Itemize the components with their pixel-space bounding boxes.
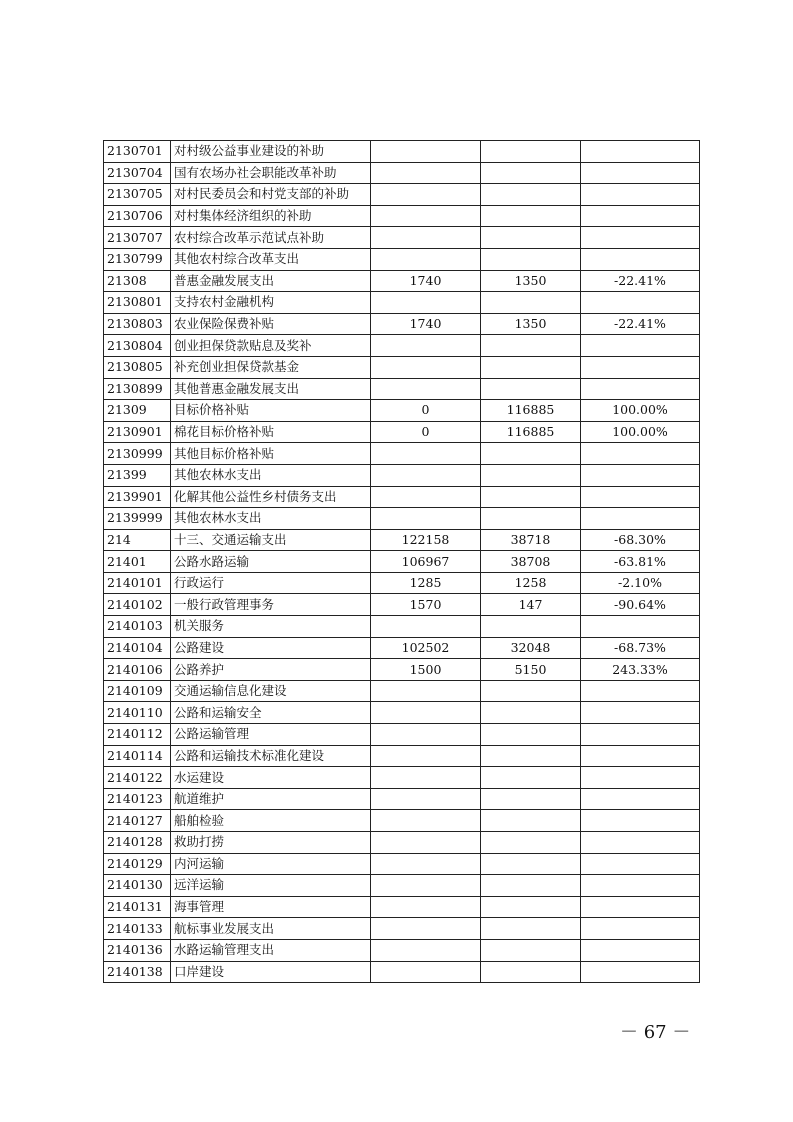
change-rate-cell bbox=[581, 356, 700, 378]
budget-table-body bbox=[104, 141, 700, 983]
change-rate-cell: -90.64% bbox=[581, 594, 700, 616]
change-rate-cell: -22.41% bbox=[581, 270, 700, 292]
change-rate-cell bbox=[581, 205, 700, 227]
table-row bbox=[104, 551, 700, 573]
category-code-cell: 2140106 bbox=[104, 659, 171, 681]
value-cell-2: 116885 bbox=[481, 400, 581, 422]
change-rate-cell bbox=[581, 248, 700, 270]
value-cell-1 bbox=[371, 724, 481, 746]
table-row bbox=[104, 508, 700, 530]
category-code-cell: 2140102 bbox=[104, 594, 171, 616]
change-rate-cell bbox=[581, 184, 700, 206]
change-rate-cell bbox=[581, 508, 700, 530]
change-rate-cell bbox=[581, 918, 700, 940]
table-row bbox=[104, 227, 700, 249]
category-name-cell: 对村级公益事业建设的补助 bbox=[171, 141, 371, 163]
table-row bbox=[104, 400, 700, 422]
value-cell-2 bbox=[481, 162, 581, 184]
table-row bbox=[104, 443, 700, 465]
category-code-cell: 2130805 bbox=[104, 356, 171, 378]
table-row bbox=[104, 313, 700, 335]
value-cell-1 bbox=[371, 486, 481, 508]
change-rate-cell bbox=[581, 875, 700, 897]
category-code-cell: 21308 bbox=[104, 270, 171, 292]
category-code-cell: 2140122 bbox=[104, 767, 171, 789]
category-name-cell: 交通运输信息化建设 bbox=[171, 680, 371, 702]
category-name-cell: 口岸建设 bbox=[171, 961, 371, 983]
table-row bbox=[104, 961, 700, 983]
value-cell-2 bbox=[481, 141, 581, 163]
value-cell-2 bbox=[481, 724, 581, 746]
value-cell-1 bbox=[371, 702, 481, 724]
value-cell-1 bbox=[371, 378, 481, 400]
change-rate-cell bbox=[581, 724, 700, 746]
table-row bbox=[104, 356, 700, 378]
change-rate-cell bbox=[581, 853, 700, 875]
category-name-cell: 十三、交通运输支出 bbox=[171, 529, 371, 551]
value-cell-2 bbox=[481, 961, 581, 983]
value-cell-1: 0 bbox=[371, 400, 481, 422]
table-row bbox=[104, 141, 700, 163]
category-code-cell: 2130804 bbox=[104, 335, 171, 357]
table-row bbox=[104, 680, 700, 702]
category-name-cell: 目标价格补贴 bbox=[171, 400, 371, 422]
value-cell-2 bbox=[481, 205, 581, 227]
change-rate-cell bbox=[581, 162, 700, 184]
category-code-cell: 2130701 bbox=[104, 141, 171, 163]
change-rate-cell bbox=[581, 227, 700, 249]
category-code-cell: 2130901 bbox=[104, 421, 171, 443]
category-code-cell: 2140103 bbox=[104, 616, 171, 638]
value-cell-2 bbox=[481, 745, 581, 767]
value-cell-2: 1258 bbox=[481, 572, 581, 594]
table-row bbox=[104, 896, 700, 918]
value-cell-1 bbox=[371, 896, 481, 918]
table-row bbox=[104, 594, 700, 616]
change-rate-cell: -63.81% bbox=[581, 551, 700, 573]
value-cell-2 bbox=[481, 788, 581, 810]
value-cell-2 bbox=[481, 356, 581, 378]
table-row bbox=[104, 529, 700, 551]
value-cell-2 bbox=[481, 680, 581, 702]
change-rate-cell: 100.00% bbox=[581, 421, 700, 443]
value-cell-2: 38708 bbox=[481, 551, 581, 573]
value-cell-2 bbox=[481, 832, 581, 854]
table-row bbox=[104, 767, 700, 789]
change-rate-cell bbox=[581, 616, 700, 638]
table-row bbox=[104, 205, 700, 227]
value-cell-2 bbox=[481, 292, 581, 314]
value-cell-2 bbox=[481, 702, 581, 724]
category-code-cell: 2140131 bbox=[104, 896, 171, 918]
category-name-cell: 公路建设 bbox=[171, 637, 371, 659]
table-row bbox=[104, 292, 700, 314]
category-code-cell: 2130999 bbox=[104, 443, 171, 465]
value-cell-2 bbox=[481, 508, 581, 530]
category-code-cell: 21399 bbox=[104, 464, 171, 486]
category-code-cell: 2139901 bbox=[104, 486, 171, 508]
category-name-cell: 航标事业发展支出 bbox=[171, 918, 371, 940]
category-name-cell: 国有农场办社会职能改革补助 bbox=[171, 162, 371, 184]
value-cell-1: 1500 bbox=[371, 659, 481, 681]
value-cell-2 bbox=[481, 616, 581, 638]
value-cell-1 bbox=[371, 745, 481, 767]
table-row bbox=[104, 918, 700, 940]
category-code-cell: 2140129 bbox=[104, 853, 171, 875]
category-code-cell: 2130704 bbox=[104, 162, 171, 184]
value-cell-1 bbox=[371, 464, 481, 486]
value-cell-2 bbox=[481, 378, 581, 400]
change-rate-cell bbox=[581, 486, 700, 508]
category-name-cell: 化解其他公益性乡村债务支出 bbox=[171, 486, 371, 508]
value-cell-2 bbox=[481, 335, 581, 357]
category-name-cell: 对村集体经济组织的补助 bbox=[171, 205, 371, 227]
category-name-cell: 其他农林水支出 bbox=[171, 464, 371, 486]
category-code-cell: 2140112 bbox=[104, 724, 171, 746]
change-rate-cell bbox=[581, 292, 700, 314]
table-row bbox=[104, 659, 700, 681]
value-cell-1 bbox=[371, 227, 481, 249]
value-cell-2 bbox=[481, 853, 581, 875]
value-cell-1: 0 bbox=[371, 421, 481, 443]
category-code-cell: 2130803 bbox=[104, 313, 171, 335]
value-cell-2 bbox=[481, 918, 581, 940]
category-code-cell: 2140136 bbox=[104, 939, 171, 961]
value-cell-1 bbox=[371, 788, 481, 810]
category-code-cell: 2140138 bbox=[104, 961, 171, 983]
value-cell-1 bbox=[371, 939, 481, 961]
category-code-cell: 2130899 bbox=[104, 378, 171, 400]
category-name-cell: 内河运输 bbox=[171, 853, 371, 875]
change-rate-cell bbox=[581, 680, 700, 702]
table-row bbox=[104, 464, 700, 486]
value-cell-1 bbox=[371, 335, 481, 357]
category-name-cell: 公路运输管理 bbox=[171, 724, 371, 746]
change-rate-cell bbox=[581, 767, 700, 789]
change-rate-cell bbox=[581, 810, 700, 832]
category-name-cell: 其他普惠金融发展支出 bbox=[171, 378, 371, 400]
category-name-cell: 创业担保贷款贴息及奖补 bbox=[171, 335, 371, 357]
value-cell-1: 102502 bbox=[371, 637, 481, 659]
value-cell-1 bbox=[371, 248, 481, 270]
category-name-cell: 水路运输管理支出 bbox=[171, 939, 371, 961]
value-cell-2 bbox=[481, 248, 581, 270]
value-cell-2 bbox=[481, 464, 581, 486]
table-row bbox=[104, 270, 700, 292]
change-rate-cell: -2.10% bbox=[581, 572, 700, 594]
value-cell-1 bbox=[371, 616, 481, 638]
value-cell-2 bbox=[481, 896, 581, 918]
value-cell-2 bbox=[481, 486, 581, 508]
value-cell-1 bbox=[371, 184, 481, 206]
table-row bbox=[104, 248, 700, 270]
category-code-cell: 214 bbox=[104, 529, 171, 551]
change-rate-cell bbox=[581, 788, 700, 810]
category-name-cell: 其他目标价格补贴 bbox=[171, 443, 371, 465]
page-number: － 67 － bbox=[620, 1022, 691, 1043]
table-row bbox=[104, 184, 700, 206]
table-row bbox=[104, 702, 700, 724]
category-code-cell: 2140114 bbox=[104, 745, 171, 767]
category-code-cell: 2130705 bbox=[104, 184, 171, 206]
value-cell-1 bbox=[371, 162, 481, 184]
value-cell-1 bbox=[371, 875, 481, 897]
category-code-cell: 2140130 bbox=[104, 875, 171, 897]
category-name-cell: 支持农村金融机构 bbox=[171, 292, 371, 314]
table-row bbox=[104, 421, 700, 443]
value-cell-2: 147 bbox=[481, 594, 581, 616]
value-cell-1 bbox=[371, 205, 481, 227]
table-row bbox=[104, 875, 700, 897]
category-name-cell: 补充创业担保贷款基金 bbox=[171, 356, 371, 378]
value-cell-1 bbox=[371, 961, 481, 983]
category-name-cell: 农业保险保费补贴 bbox=[171, 313, 371, 335]
value-cell-2 bbox=[481, 443, 581, 465]
value-cell-1 bbox=[371, 141, 481, 163]
category-name-cell: 对村民委员会和村党支部的补助 bbox=[171, 184, 371, 206]
category-code-cell: 2140133 bbox=[104, 918, 171, 940]
category-code-cell: 2140123 bbox=[104, 788, 171, 810]
table-row bbox=[104, 378, 700, 400]
value-cell-1 bbox=[371, 853, 481, 875]
change-rate-cell bbox=[581, 939, 700, 961]
change-rate-cell: 243.33% bbox=[581, 659, 700, 681]
value-cell-2 bbox=[481, 227, 581, 249]
category-name-cell: 公路水路运输 bbox=[171, 551, 371, 573]
category-name-cell: 水运建设 bbox=[171, 767, 371, 789]
category-name-cell: 普惠金融发展支出 bbox=[171, 270, 371, 292]
value-cell-1: 1285 bbox=[371, 572, 481, 594]
table-row bbox=[104, 810, 700, 832]
value-cell-1 bbox=[371, 810, 481, 832]
category-name-cell: 农村综合改革示范试点补助 bbox=[171, 227, 371, 249]
change-rate-cell bbox=[581, 745, 700, 767]
category-name-cell: 航道维护 bbox=[171, 788, 371, 810]
table-row bbox=[104, 616, 700, 638]
category-code-cell: 2130801 bbox=[104, 292, 171, 314]
value-cell-1: 106967 bbox=[371, 551, 481, 573]
value-cell-2 bbox=[481, 939, 581, 961]
category-code-cell: 2140109 bbox=[104, 680, 171, 702]
category-name-cell: 行政运行 bbox=[171, 572, 371, 594]
budget-table bbox=[103, 140, 700, 983]
category-name-cell: 公路养护 bbox=[171, 659, 371, 681]
value-cell-2 bbox=[481, 875, 581, 897]
value-cell-1: 1740 bbox=[371, 270, 481, 292]
table-row bbox=[104, 939, 700, 961]
value-cell-1 bbox=[371, 918, 481, 940]
category-code-cell: 2130799 bbox=[104, 248, 171, 270]
value-cell-1 bbox=[371, 443, 481, 465]
value-cell-1: 1570 bbox=[371, 594, 481, 616]
category-code-cell: 2140110 bbox=[104, 702, 171, 724]
category-name-cell: 一般行政管理事务 bbox=[171, 594, 371, 616]
change-rate-cell bbox=[581, 335, 700, 357]
value-cell-1 bbox=[371, 767, 481, 789]
category-code-cell: 2130706 bbox=[104, 205, 171, 227]
category-name-cell: 远洋运输 bbox=[171, 875, 371, 897]
change-rate-cell bbox=[581, 961, 700, 983]
category-code-cell: 2140127 bbox=[104, 810, 171, 832]
category-code-cell: 2140128 bbox=[104, 832, 171, 854]
table-row bbox=[104, 788, 700, 810]
table-row bbox=[104, 832, 700, 854]
table-row bbox=[104, 745, 700, 767]
value-cell-2: 32048 bbox=[481, 637, 581, 659]
value-cell-1: 1740 bbox=[371, 313, 481, 335]
change-rate-cell bbox=[581, 896, 700, 918]
value-cell-1 bbox=[371, 832, 481, 854]
value-cell-2: 38718 bbox=[481, 529, 581, 551]
change-rate-cell bbox=[581, 702, 700, 724]
value-cell-1 bbox=[371, 508, 481, 530]
change-rate-cell: -22.41% bbox=[581, 313, 700, 335]
category-name-cell: 机关服务 bbox=[171, 616, 371, 638]
change-rate-cell bbox=[581, 832, 700, 854]
category-code-cell: 21309 bbox=[104, 400, 171, 422]
value-cell-1 bbox=[371, 680, 481, 702]
value-cell-2: 5150 bbox=[481, 659, 581, 681]
category-name-cell: 海事管理 bbox=[171, 896, 371, 918]
change-rate-cell: 100.00% bbox=[581, 400, 700, 422]
table-row bbox=[104, 724, 700, 746]
value-cell-2: 1350 bbox=[481, 313, 581, 335]
category-code-cell: 2130707 bbox=[104, 227, 171, 249]
value-cell-2: 116885 bbox=[481, 421, 581, 443]
value-cell-2 bbox=[481, 767, 581, 789]
value-cell-1 bbox=[371, 356, 481, 378]
category-name-cell: 船舶检验 bbox=[171, 810, 371, 832]
value-cell-2 bbox=[481, 810, 581, 832]
category-code-cell: 2140101 bbox=[104, 572, 171, 594]
table-row bbox=[104, 335, 700, 357]
category-name-cell: 其他农林水支出 bbox=[171, 508, 371, 530]
category-name-cell: 棉花目标价格补贴 bbox=[171, 421, 371, 443]
table-row bbox=[104, 572, 700, 594]
category-code-cell: 2140104 bbox=[104, 637, 171, 659]
category-name-cell: 公路和运输安全 bbox=[171, 702, 371, 724]
table-row bbox=[104, 853, 700, 875]
value-cell-1: 122158 bbox=[371, 529, 481, 551]
value-cell-2 bbox=[481, 184, 581, 206]
change-rate-cell bbox=[581, 464, 700, 486]
change-rate-cell bbox=[581, 378, 700, 400]
category-code-cell: 21401 bbox=[104, 551, 171, 573]
category-name-cell: 其他农村综合改革支出 bbox=[171, 248, 371, 270]
value-cell-2: 1350 bbox=[481, 270, 581, 292]
category-code-cell: 2139999 bbox=[104, 508, 171, 530]
category-name-cell: 救助打捞 bbox=[171, 832, 371, 854]
change-rate-cell bbox=[581, 141, 700, 163]
value-cell-1 bbox=[371, 292, 481, 314]
change-rate-cell bbox=[581, 443, 700, 465]
table-row bbox=[104, 486, 700, 508]
table-row bbox=[104, 162, 700, 184]
change-rate-cell: -68.73% bbox=[581, 637, 700, 659]
category-name-cell: 公路和运输技术标准化建设 bbox=[171, 745, 371, 767]
table-row bbox=[104, 637, 700, 659]
change-rate-cell: -68.30% bbox=[581, 529, 700, 551]
